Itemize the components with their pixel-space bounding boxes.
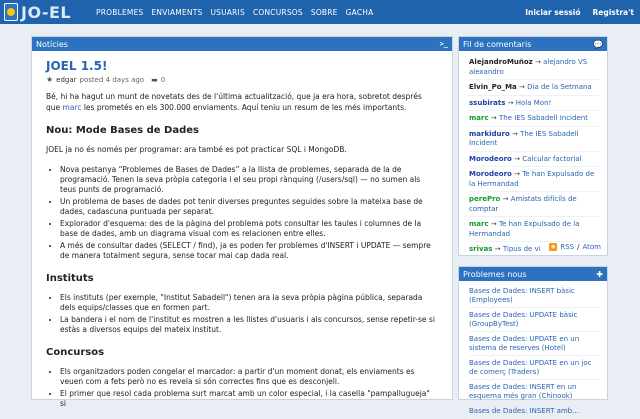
comment-user[interactable]: Elvin_Po_Ma	[469, 83, 517, 91]
section-db-list	[46, 165, 438, 261]
list-item: • El primer que resol cada problema surt marcat amb un color especial, i la casella "pampallugueja" si	[60, 389, 438, 409]
comment-item: Elvin_Po_Ma → Dia de la Setmana	[469, 83, 599, 96]
terminal-icon: >_	[439, 40, 448, 48]
comment-user[interactable]: marc	[469, 220, 489, 228]
rss-link[interactable]: RSS	[560, 243, 575, 251]
list-item: • Els instituts (per exemple, "Institut Sabadell") tenen ara la seva pròpia pàgina pública, separada dels equips/classes que en formen part.	[60, 293, 438, 313]
comment-item: Morodeoro → Calcular factorial	[469, 155, 599, 168]
main-nav	[96, 0, 381, 24]
comment-target[interactable]: Tipus de vi	[502, 245, 541, 253]
comment-user[interactable]: ssubirats	[469, 98, 506, 107]
comment-target[interactable]: Hola Mon!	[515, 98, 552, 107]
news-panel-header	[32, 37, 452, 51]
top-navbar	[0, 0, 640, 24]
post-date: posted 4 days ago	[79, 75, 145, 84]
comments-panel-title: Fil de comentaris	[463, 39, 532, 49]
comment-user[interactable]: perePro	[469, 195, 501, 203]
comment-item: marc → Te han Expulsado de la Hermandad	[469, 220, 599, 242]
list-item: • Un problema de bases de dades pot tenir diverses preguntes seguides sobre la mateixa base de dades, cadascuna puntuada per separat.	[60, 197, 438, 217]
comment-target[interactable]: Dia de la Setmana	[527, 83, 592, 91]
comment-user[interactable]: AlejandroMuñoz	[469, 58, 533, 66]
section-concursos-title: Concursos	[46, 346, 105, 358]
problem-link[interactable]: Bases de Dades: INSERT bàsic (Employees)	[469, 287, 599, 308]
problem-link[interactable]: Bases de Dades: INSERT amb...	[469, 407, 599, 419]
intro-paragraph: Bé, hi ha hagut un munt de novetats des de l'última actualització, que ja era hora, sobretot després que marc les prometés en els 300.000 enviaments. Aquí teniu un resum de les més importants.	[46, 92, 422, 112]
duck-logo-icon	[4, 3, 18, 21]
comments-panel	[458, 36, 608, 256]
news-panel	[31, 36, 453, 408]
nav-gacha[interactable]: GACHA	[345, 7, 374, 17]
list-item: • Els organitzadors poden congelar el marcador: a partir d'un moment donat, els enviaments es veuen com a fets però no es revela si són correctes fins que es desconjeli.	[60, 367, 438, 387]
comments-panel-header	[459, 37, 607, 51]
list-item: • La bandera i el nom de l'institut es mostren a les llistes d'usuaris i als concursos, sense repetir-se si estàs a diversos equips del mateix institut.	[60, 315, 438, 335]
comment-item: Morodeoro → Te han Expulsado de la Hermandad	[469, 170, 599, 192]
nav-usuaris[interactable]: USUARIS	[210, 7, 245, 17]
nav-sobre[interactable]: SOBRE	[310, 7, 338, 17]
comment-user[interactable]: markiduro	[469, 129, 510, 138]
section-db-title: Nou: Mode Bases de Dades	[46, 125, 199, 136]
comment-icon: ▬	[151, 75, 158, 84]
comment-item: marc → The IES Sabadell Incident	[469, 114, 599, 127]
problem-link[interactable]: Bases de Dades: UPDATE en un joc de comerç (Traders)	[469, 359, 599, 380]
star-icon: ★	[46, 75, 54, 84]
atom-link[interactable]: Atom	[582, 243, 601, 251]
nav-enviaments[interactable]: ENVIAMENTS	[151, 7, 203, 17]
section-instituts-title: Instituts	[46, 272, 94, 284]
comment-target[interactable]: Amistats difícils de comptar	[469, 195, 577, 213]
comment-target[interactable]: Calcular factorial	[522, 154, 582, 163]
comment-item: ssubirats → Hola Mon!	[469, 99, 599, 112]
comment-target[interactable]: The IES Sabadell Incident	[498, 114, 588, 122]
login-link[interactable]: Iniciar sessió	[525, 7, 581, 17]
puzzle-icon: ✚	[596, 269, 603, 279]
comment-target[interactable]: alejandro VS alexandro	[469, 58, 588, 76]
list-item: • Explorador d'esquema: des de la pàgina del problema pots consultar les taules i columnes de la base de dades, amb un diagrama visual com es relacionen entre elles.	[60, 219, 438, 239]
comment-count: 0	[160, 75, 166, 84]
comment-user[interactable]: marc	[469, 114, 489, 122]
new-problems-list	[459, 281, 607, 419]
post-author[interactable]: edgar	[56, 75, 77, 84]
comment-target[interactable]: Te han Expulsado de la Hermandad	[469, 220, 580, 238]
marc-link[interactable]: marc	[62, 102, 82, 112]
brand-name: JO-EL	[21, 2, 72, 22]
section-instituts-list	[46, 293, 438, 335]
comment-user[interactable]: Morodeoro	[469, 170, 512, 178]
problem-link[interactable]: Bases de Dades: UPDATE bàsic (GroupByTest)	[469, 311, 599, 332]
nav-problemes[interactable]: PROBLEMES	[96, 7, 144, 17]
comment-target[interactable]: Te han Expulsado de la Hermandad	[469, 170, 595, 188]
problem-link[interactable]: Bases de Dades: INSERT en un esquema més gran (Chinook)	[469, 383, 599, 404]
comment-user[interactable]: srivas	[469, 245, 493, 253]
feed-separator: /	[577, 243, 580, 251]
list-item: • Nova pestanya “Problemes de Bases de Dades” a la llista de problemes, separada de la de programació. Tenen la seva pròpia categoria i el seu propi rànquing (/users/sql) — no sumen als teus punts de programació.	[60, 165, 438, 195]
comment-item: srivas → Tipus de vi	[469, 245, 599, 258]
list-item: • A més de consultar dades (SELECT / find), ja es poden fer problemes d'INSERT i UPDATE — sempre de manera totalment segura, sense tocar mai cap dada real.	[60, 241, 438, 261]
problem-link[interactable]: Bases de Dades: UPDATE en un sistema de reserves (Hotel)	[469, 335, 599, 356]
auth-nav	[513, 0, 634, 24]
post-title[interactable]: JOEL 1.5!	[46, 59, 108, 73]
comment-item: markiduro → The IES Sabadell Incident	[469, 130, 599, 152]
rss-icon: ◉	[551, 244, 556, 250]
feed-links	[549, 243, 601, 251]
comment-user[interactable]: Morodeoro	[469, 154, 512, 163]
news-panel-title: Notícies	[36, 39, 68, 49]
comments-icon: 💬	[593, 39, 603, 49]
comment-target[interactable]: The IES Sabadell Incident	[469, 129, 579, 147]
section-db-paragraph: JOEL ja no és només per programar: ara també es pot practicar SQL i MongoDB.	[46, 145, 347, 154]
comments-list	[459, 51, 607, 258]
brand-logo[interactable]	[4, 1, 71, 23]
post-meta	[46, 75, 438, 84]
register-link[interactable]: Registra't	[592, 7, 634, 17]
comment-item: AlejandroMuñoz → alejandro VS alexandro	[469, 58, 599, 80]
new-problems-title: Problemes nous	[463, 269, 527, 279]
nav-concursos[interactable]: CONCURSOS	[252, 7, 303, 17]
new-problems-header	[459, 267, 607, 281]
section-concursos-list	[46, 367, 438, 409]
comment-item: perePro → Amistats difícils de comptar	[469, 195, 599, 217]
news-body	[32, 51, 452, 409]
new-problems-panel	[458, 266, 608, 415]
